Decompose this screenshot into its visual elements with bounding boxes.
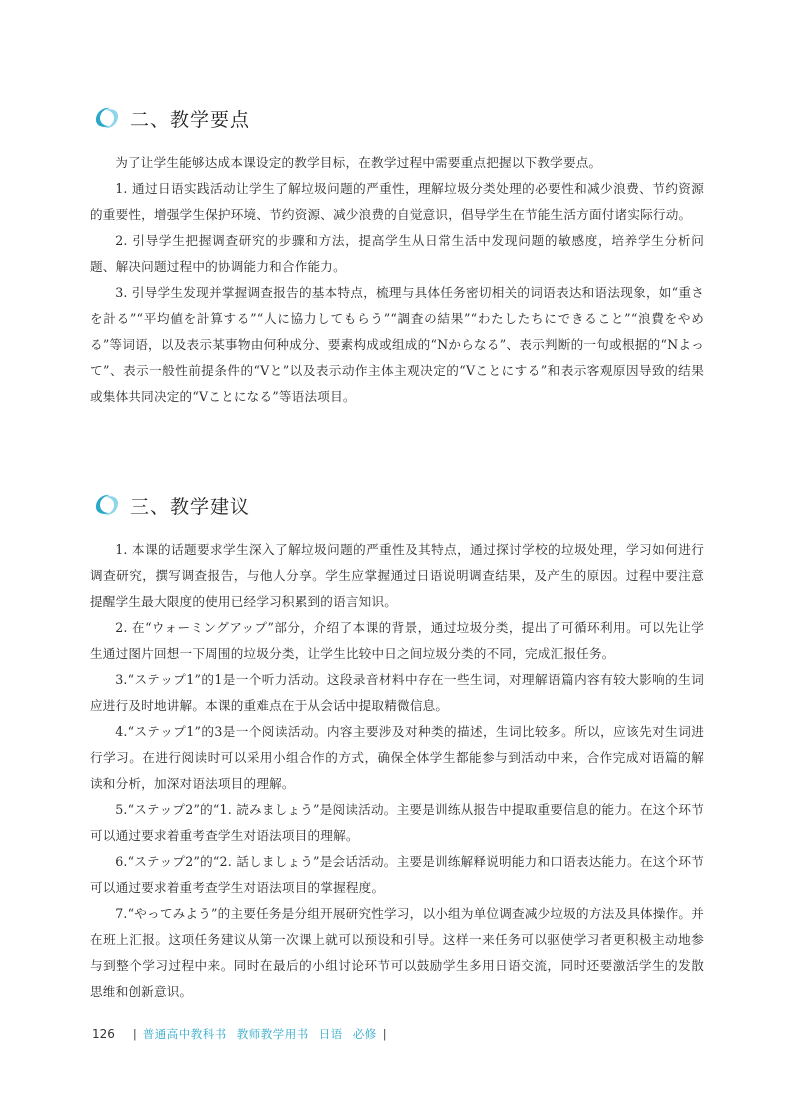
book-volume: 必修 [352,1027,377,1041]
paragraph: 3.“ステップ1”的1是一个听力活动。这段录音材料中存在一些生词，对理解语篇内容有较大影响的生词应进行及时地讲解。本课的重难点在于从会话中提取精微信息。 [90,672,704,713]
swirl-icon [92,103,122,133]
section-heading-teaching-points [92,100,250,136]
paragraph: 6.“ステップ2”的“2. 話しましょう”是会话活动。主要是训练解释说明能力和口语表达能力。在这个环节可以通过要求着重考查学生对语法项目的掌握程度。 [90,854,704,895]
paragraph: 7.“やってみよう”的主要任务是分组开展研究性学习，以小组为单位调查减少垃圾的方法及具体操作。并在班上汇报。这项任务建议从第一次课上就可以预设和引导。这样一来任务可以驱使学习者更积极主动地参与到整个学习过程中来。同时在最后的小组讨论环节可以鼓励学生多用日语交流，同时还要激活学生的发散思维和创新意识。 [90,906,704,999]
paragraph: 5.“ステップ2”的“1. 読みましょう”是阅读活动。主要是训练从报告中提取重要信息的能力。在这个环节可以通过要求着重考查学生对语法项目的理解。 [90,802,704,843]
paragraph: 为了让学生能够达成本课设定的教学目标，在教学过程中需要重点把握以下教学要点。 [115,155,602,170]
page-footer [92,1023,393,1045]
book-subject: 日语 [318,1027,343,1041]
footer-divider: | [382,1027,387,1041]
paragraph: 4.“ステップ1”的3是一个阅读活动。内容主要涉及对种类的描述，生词比较多。所以，应该先对生词进行学习。在进行阅读时可以采用小组合作的方式，确保全体学生都能参与到活动中来，合作完成对语篇的解读和分析，加深对语法项目的理解。 [90,724,704,791]
paragraph: 2. 在“ウォーミングアップ”部分，介绍了本课的背景，通过垃圾分类，提出了可循环利用。可以先让学生通过图片回想一下周围的垃圾分类，让学生比较中日之间垃圾分类的不同，完成汇报任务。 [90,620,704,661]
paragraph: 1. 本课的话题要求学生深入了解垃圾问题的严重性及其特点，通过探讨学校的垃圾处理，学习如何进行调查研究，撰写调查报告，与他人分享。学生应掌握通过日语说明调查结果，及产生的原因。过程中要注意提醒学生最大限度的使用已经学习积累到的语言知识。 [90,542,704,609]
section-body-teaching-points [90,150,704,410]
section-body-teaching-suggestions [90,537,704,1005]
paragraph: 1. 通过日语实践活动让学生了解垃圾问题的严重性，理解垃圾分类处理的必要性和减少浪费、节约资源的重要性，增强学生保护环境、节约资源、减少浪费的自觉意识，倡导学生在节能生活方面付诸实际行动。 [90,181,704,222]
book-type: 教师教学用书 [236,1027,309,1041]
page-number: 126 [92,1027,115,1041]
swirl-icon [92,490,122,520]
book-series: 普通高中教科书 [142,1027,227,1041]
section-title: 二、教学要点 [130,108,251,131]
paragraph: 2. 引导学生把握调查研究的步骤和方法，提高学生从日常生活中发现问题的敏感度，培养学生分析问题、解决问题过程中的协调能力和合作能力。 [90,233,704,274]
footer-divider: | [132,1027,137,1041]
paragraph: 3. 引导学生发现并掌握调查报告的基本特点，梳理与具体任务密切相关的词语表达和语法现象，如“重さを計る”“平均値を計算する”“人に協力してもらう”“調査の結果”“わたしたちにできること”“浪費をやめる”等词语，以及表示某事物由何种成分、要素构成或组成的“Nからなる”、表示判断的一句或根据的“Nよって”、表示一般性前提条件的“Vと”以及表示动作主体主观决定的“Vことにする”和表示客观原因导致的结果或集体共同决定的“Vことになる”等语法项目。 [90,285,704,404]
section-heading-teaching-suggestions [92,487,250,523]
section-title: 三、教学建议 [130,495,251,518]
